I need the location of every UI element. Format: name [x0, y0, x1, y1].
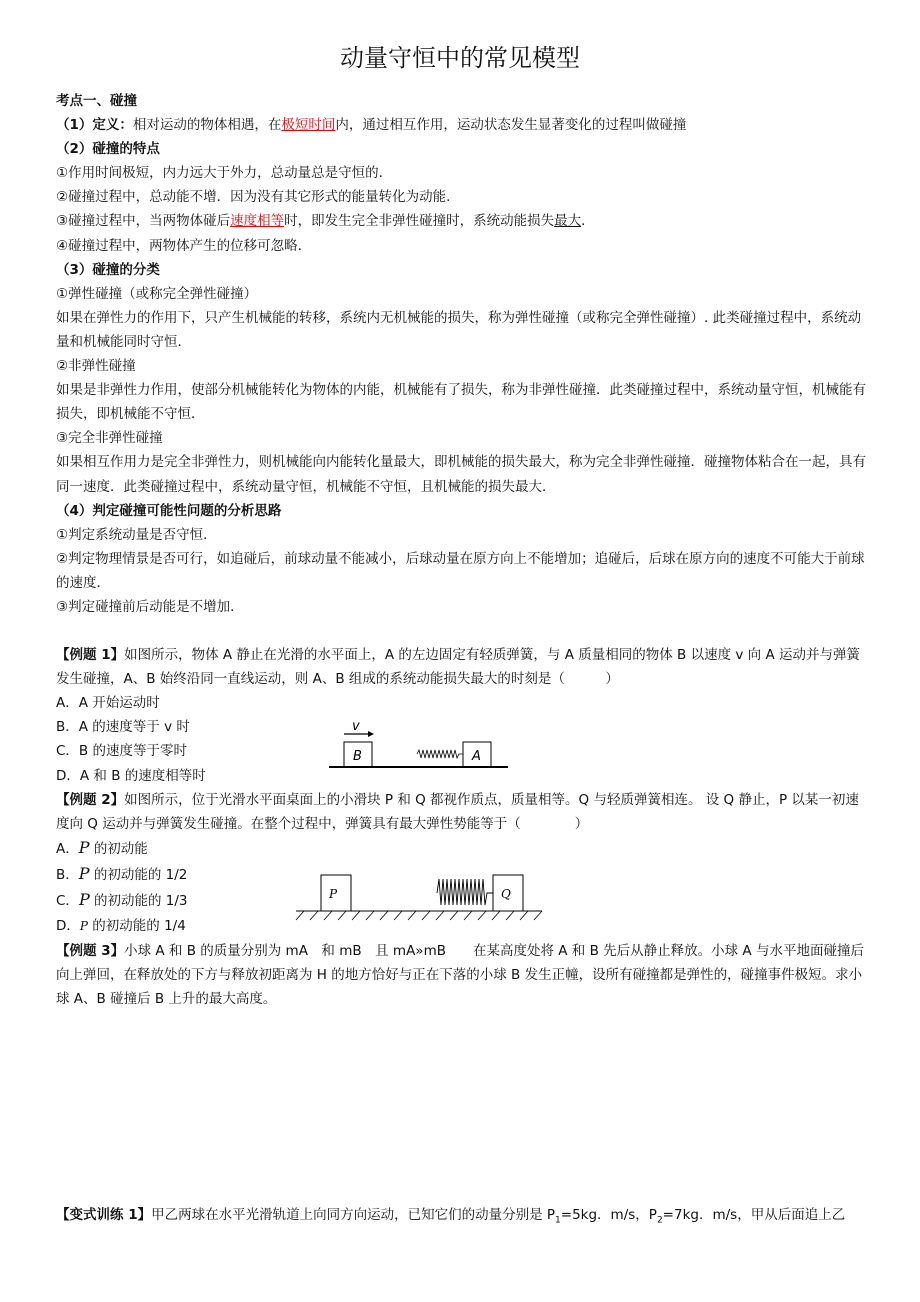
paragraph: ③完全非弹性碰撞 [56, 430, 163, 447]
example-label: 【例题 2】 [56, 791, 125, 808]
text: 内，通过相互作用，运动状态发生显著变化的过程叫做碰撞 [335, 117, 687, 134]
paragraph: ①弹性碰撞（或称完全弹性碰撞） [56, 285, 258, 302]
option: B．A 的速度等于 v 时 [56, 719, 190, 736]
underline: 最大 [554, 213, 582, 230]
highlight: 极短时间 [281, 117, 336, 134]
example-1 [56, 643, 868, 691]
subheading: （2）碰撞的特点 [56, 141, 160, 158]
definition [56, 113, 868, 137]
ground-hatching [296, 911, 542, 920]
paragraph: ④碰撞过程中，两物体产生的位移可忽略． [56, 237, 312, 254]
paragraph: 如果相互作用力是完全非弹性力，则机械能向内能转化量最大，即机械能的损失最大，称为完全非弹性碰撞．碰撞物体粘合在一起，具有同一速度．此类碰撞过程中，系统动量守恒，机械能不守恒，且机械能的损失最大． [56, 454, 866, 495]
subheading: （4）判定碰撞可能性问题的分析思路 [56, 502, 282, 519]
def-label: （1）定义： [56, 117, 133, 134]
velocity-label: v [352, 719, 360, 734]
option: D．A 和 B 的速度相等时 [56, 767, 206, 784]
section-heading: 考点一、碰撞 [56, 93, 137, 109]
figure-2 [294, 870, 546, 922]
text: ． [581, 213, 595, 230]
spring [437, 879, 493, 905]
svg-text:A: A [472, 749, 481, 764]
paragraph: ②非弹性碰撞 [56, 358, 136, 375]
question-text: 如图所示，位于光滑水平面桌面上的小滑块 P 和 Q 都视作质点，质量相等。Q 与轻质弹簧相连。 设 Q 静止，P 以某一初速度向 Q 运动并与弹簧发生碰撞。在整个过程中，弹簧具有最大弹性势能等于（ ） [56, 791, 859, 832]
option: D．P 的初动能的 1/4 [56, 917, 186, 934]
text: ③碰撞过程中，当两物体碰后 [56, 213, 231, 230]
svg-text:P: P [329, 887, 338, 901]
text: 时，即发生完全非弹性碰撞时，系统动能损失 [284, 213, 555, 230]
paragraph: ②碰撞过程中，总动能不增．因为没有其它形式的能量转化为动能． [56, 189, 460, 206]
text: 相对运动的物体相遇，在 [132, 117, 282, 134]
svg-text:B: B [353, 749, 362, 764]
example-2 [56, 788, 868, 836]
paragraph [56, 209, 868, 233]
variant-1: 【变式训练 1】甲乙两球在水平光滑轨道上向同方向运动，已知它们的动量分别是 $P_1=5kg$．m/s，$P_2=7kg$．m/s，甲从后面追上乙 [56, 1207, 846, 1226]
document-body [56, 89, 868, 1233]
subheading: （3）碰撞的分类 [56, 261, 160, 278]
svg-text:Q: Q [501, 887, 511, 901]
example-label: 【变式训练 1】 [56, 1207, 152, 1224]
paragraph: ①作用时间极短，内力远大于外力，总动量总是守恒的． [56, 165, 393, 182]
figure-1 [325, 716, 515, 774]
paragraph: 如果是非弹性力作用，使部分机械能转化为物体的内能，机械能有了损失，称为非弹性碰撞．此类碰撞过程中，系统动量守恒，机械能有损失，即机械能不守恒． [56, 382, 866, 423]
example-3 [56, 939, 868, 1011]
question-text: 小球 A 和 B 的质量分别为 mA 和 mB 且 mA»mB 在某高度处将 A 和 B 先后从静止释放。小球 A 与水平地面碰撞后向上弹回，在释放处的下方与释放初距离为 H 的地方恰好与正在下落的小球 B 发生正幢，设所有碰撞都是弹性的，碰撞事件极短。求小球 A、B 碰撞后 B 上升的最大高度。 [56, 942, 864, 1007]
paragraph: 如果在弹性力的作用下，只产生机械能的转移，系统内无机械能的损失，称为弹性碰撞（或称完全弹性碰撞）. 此类碰撞过程中，系统动量和机械能同时守恒． [56, 309, 862, 350]
option: C．B 的速度等于零时 [56, 743, 187, 760]
option: A．A 开始运动时 [56, 695, 160, 712]
paragraph: ②判定物理情景是否可行，如追碰后，前球动量不能减小，后球动量在原方向上不能增加；追碰后，后球在原方向的速度不可能大于前球的速度． [56, 550, 865, 591]
paragraph: ③判定碰撞前后动能是不增加． [56, 598, 244, 615]
option: B．P 的初动能的 1/2 [56, 863, 188, 883]
option: C．P 的初动能的 1/3 [56, 889, 188, 909]
spring [417, 750, 463, 758]
page-title: 动量守恒中的常见模型 [340, 44, 580, 72]
option: A．P 的初动能 [56, 837, 148, 857]
question-text: 如图所示，物体 A 静止在光滑的水平面上，A 的左边固定有轻质弹簧，与 A 质量相同的物体 B 以速度 v 向 A 运动并与弹簧发生碰撞，A、B 始终沿同一直线运动，则 A、B 组成的系统动能损失最大的时刻是（ ） [56, 647, 860, 688]
example-label: 【例题 1】 [56, 647, 125, 664]
paragraph: ①判定系统动量是否守恒． [56, 526, 217, 543]
example-label: 【例题 3】 [56, 942, 125, 959]
highlight: 速度相等 [230, 213, 285, 230]
